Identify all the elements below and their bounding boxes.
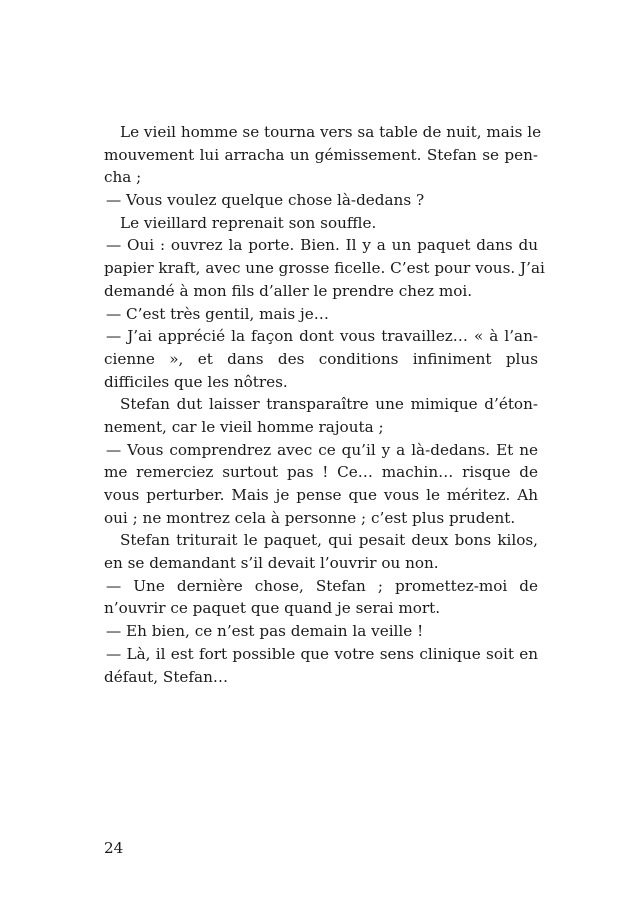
text-line: — Oui : ouvrez la porte. Bien. Il y a un paquet dans du <box>106 236 538 255</box>
text-line: Le vieillard reprenait son souffle. <box>120 213 377 232</box>
text-line: Le vieil homme se tourna vers sa table de nuit, mais le <box>120 123 542 141</box>
text-line: — C’est très gentil, mais je… <box>106 304 329 323</box>
text-line: mouvement lui arracha un gémissement. Stefan se pen- <box>104 145 538 164</box>
text-line: — J’ai apprécié la façon dont vous travaillez… « à l’an- <box>106 327 538 346</box>
text-line: vous perturber. Mais je pense que vous le méritez. Ah <box>104 486 538 504</box>
text-line: nement, car le vieil homme rajouta ; <box>104 417 384 436</box>
text-line: Stefan triturait le paquet, qui pesait deux bons kilos, <box>120 531 538 550</box>
text-line: — Vous voulez quelque chose là-dedans ? <box>106 191 425 210</box>
text-line: Stefan dut laisser transparaître une mimique d’éton- <box>120 395 538 414</box>
text-line: — Une dernière chose, Stefan ; promettez-moi de <box>106 576 538 595</box>
text-line: papier kraft, avec une grosse ficelle. C’est pour vous. J’ai <box>104 259 545 278</box>
text-line: défaut, Stefan… <box>104 667 229 686</box>
text-line: — Eh bien, ce n’est pas demain la veille ! <box>106 622 424 641</box>
text-line: en se demandant s’il devait l’ouvrir ou non. <box>104 554 439 573</box>
text-line: cha ; <box>104 168 142 187</box>
text-line: — Vous comprendrez avec ce qu’il y a là-dedans. Et ne <box>106 440 538 459</box>
page-number: 24 <box>104 839 124 857</box>
text-line: me remerciez surtout pas ! Ce… machin… risque de <box>104 463 538 482</box>
body-text <box>104 121 545 688</box>
text-line: oui ; ne montrez cela à personne ; c’est plus prudent. <box>104 508 516 527</box>
text-line: — Là, il est fort possible que votre sens clinique soit en <box>106 644 538 663</box>
text-line: cienne », et dans des conditions infiniment plus <box>104 349 538 368</box>
text-line: n’ouvrir ce paquet que quand je serai mort. <box>104 599 441 618</box>
text-line: demandé à mon fils d’aller le prendre chez moi. <box>104 281 473 300</box>
text-line: difficiles que les nôtres. <box>104 372 288 391</box>
